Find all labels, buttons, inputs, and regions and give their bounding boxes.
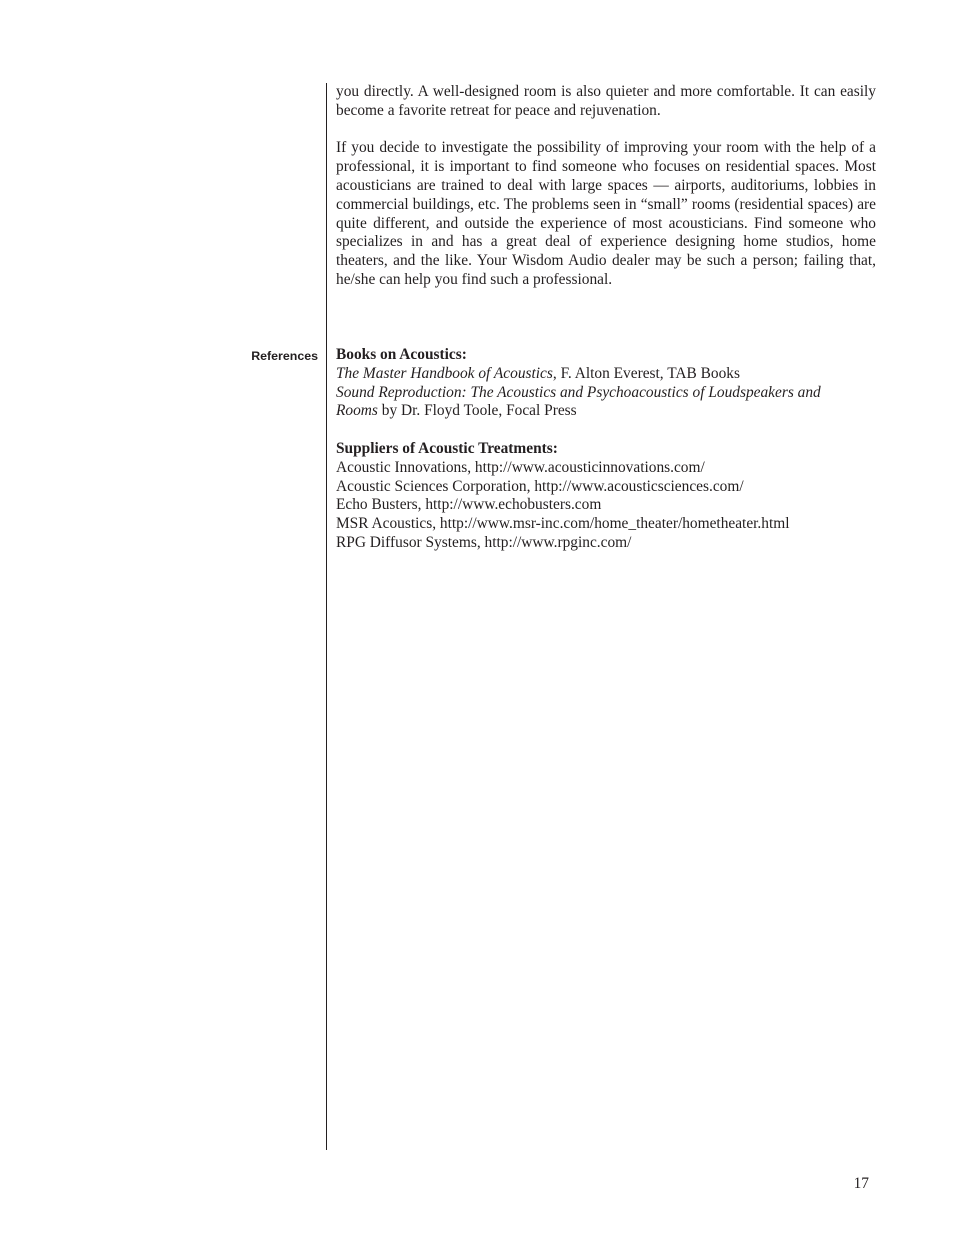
book-title: The Master Handbook of Acoustics [336,364,553,382]
supplier-item: RPG Diffusor Systems, http://www.rpginc.com/ [336,533,632,551]
references-section-label: References [251,349,318,363]
book-entry [336,365,896,384]
book-title-continued: Rooms [336,402,378,420]
paragraph-room-benefits: you directly. A well-designed room is also quieter and more comfortable. It can easily become a favorite retreat for peace and rejuvenation. [336,83,876,119]
body-text [336,83,876,290]
books-heading: Books on Acoustics: [336,346,467,363]
paragraph-find-professional: If you decide to investigate the possibility of improving your room with the help of a professional, it is important to find someone who focuses on residential spaces. Most acousticians are trained to deal with large spaces — airports, auditoriums, lobbies in commercial buildings, etc. The problems seen in “small” rooms (residential spaces) are quite different, and outside the experience of most acousticians. Find someone who specializes in and has a great deal of experience designing home studios, home theaters, and the like. Your Wisdom Audio dealer may be such a person; failing that, he/she can help you find such a professional. [336,139,876,288]
book-details: , F. Alton Everest, TAB Books [552,364,740,382]
supplier-item: Acoustic Innovations, http://www.acousticinnovations.com/ [336,458,705,476]
supplier-item: MSR Acoustics, http://www.msr-inc.com/home_theater/hometheater.html [336,515,790,533]
book-entry [336,402,896,421]
book-details: by Dr. Floyd Toole, Focal Press [377,402,577,420]
book-title: Sound Reproduction: The Acoustics and Psychoacoustics of Loudspeakers and [336,383,821,401]
book-entry-title-line [336,384,896,403]
references-section [336,346,896,553]
supplier-item: Echo Busters, http://www.echobusters.com [336,496,602,514]
suppliers-heading: Suppliers of Acoustic Treatments: [336,439,558,457]
column-divider-rule [326,83,327,1150]
page-number: 17 [853,1175,869,1192]
supplier-item: Acoustic Sciences Corporation, http://www.acousticsciences.com/ [336,477,744,495]
